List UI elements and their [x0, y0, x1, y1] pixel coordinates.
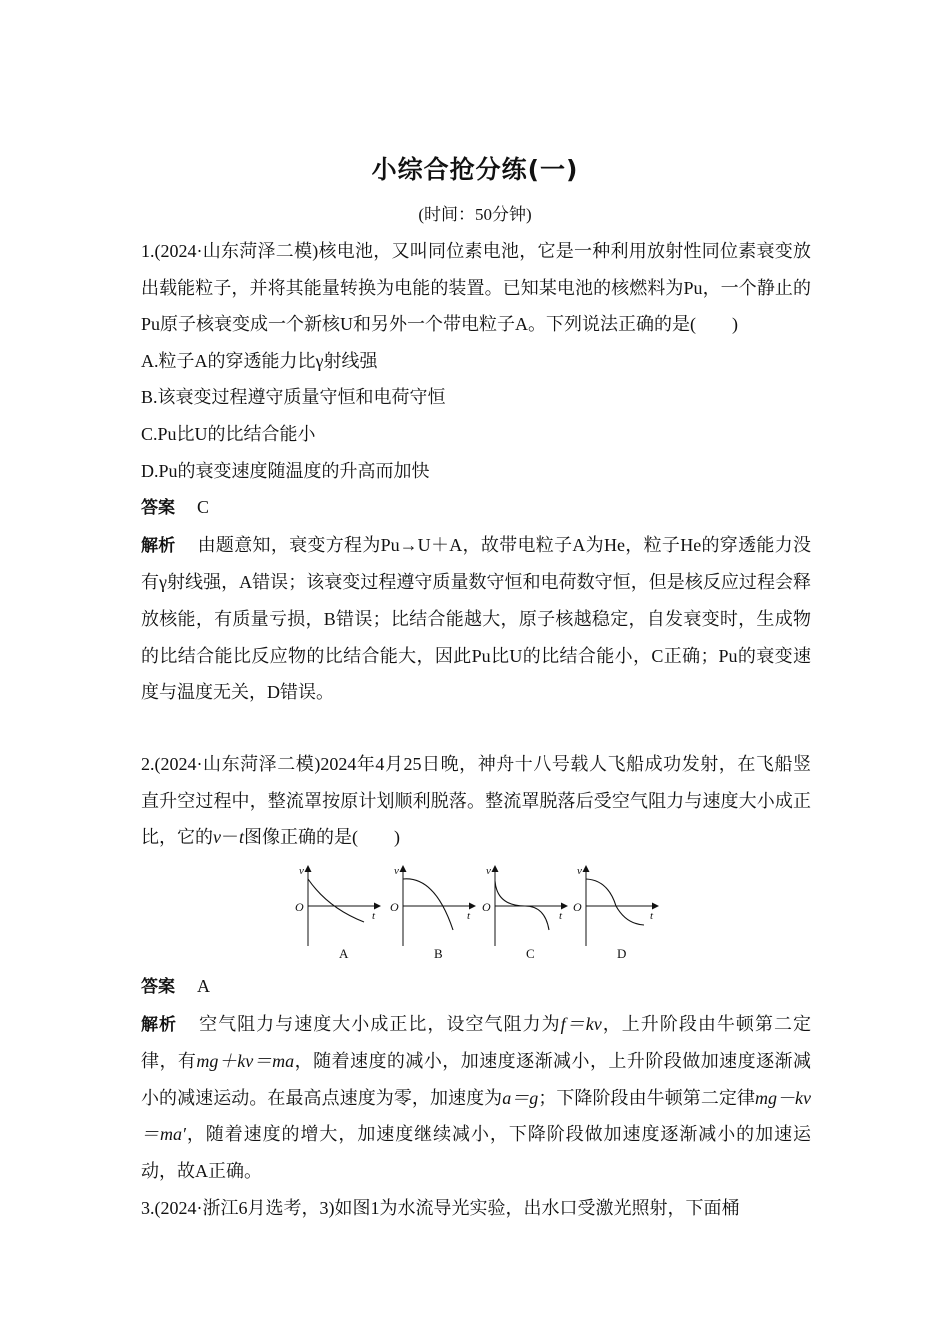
question-2-analysis — [141, 1006, 811, 1190]
question-1-stem: 1.(2024·山东菏泽二模)核电池，又叫同位素电池，它是一种利用放射性同位素衰变放出载能粒子，并将其能量转换为电能的装置。已知某电池的核燃料为Pu，一个静止的Pu原子核衰变成一个新核U和另外一个带电粒子A。下列说法正确的是( ) — [141, 241, 811, 335]
analysis-text-5: ，随着速度的增大，加速度继续减小，下降阶段做加速度逐渐减小的加速运动，故A正确。 — [141, 1124, 812, 1181]
question-1-option-d: D.Pu的衰变速度随温度的升高而加快 — [141, 460, 430, 481]
vt-curve — [308, 879, 364, 922]
answer-label: 答案 — [141, 498, 175, 519]
origin-label: O — [295, 900, 304, 914]
analysis-text-4: ；下降阶段由牛顿第二定律 — [538, 1087, 756, 1108]
question-1-answer — [141, 489, 811, 527]
analysis-label: 解析 — [141, 535, 176, 556]
vt-graphs-figure — [288, 860, 668, 965]
page-title: 小综合抢分练(一) — [371, 155, 579, 184]
stem-text-end: 图像正确的是( ) — [244, 827, 401, 848]
graph-option-label: B — [434, 946, 443, 961]
vt-graph-a — [295, 865, 380, 961]
stem-dash: － — [221, 827, 239, 848]
analysis-text-3: ，随着速度的减小，加速度逐渐减小，上升阶段做加速度逐渐减小的减速运动。在最高点速度为零，加速度为 — [141, 1051, 811, 1108]
time-limit: (时间：50分钟) — [418, 205, 532, 224]
v-axis-label: v — [486, 865, 491, 877]
stem-text: 2.(2024·山东菏泽二模)2024年4月25日晚，神舟十八号载人飞船成功发射，在飞船竖直升空过程中，整流罩按原计划顺利脱落。整流罩脱落后受空气阻力与速度大小成正比，它的 — [141, 754, 811, 848]
answer-value: A — [197, 976, 210, 996]
v-axis-label: v — [394, 865, 399, 877]
question-1-analysis — [141, 527, 811, 711]
question-3-stem: 3.(2024·浙江6月选考，3)如图1为水流导光实验，出水口受激光照射，下面桶 — [141, 1198, 740, 1218]
t-axis-label: t — [650, 910, 654, 922]
vt-curve — [403, 879, 453, 930]
stem-var-t: t — [239, 827, 245, 848]
analysis-text-2: ，上升阶段由牛顿第二定律，有 — [141, 1013, 812, 1072]
equation-drag: f＝kv — [560, 1013, 602, 1034]
vt-curve — [586, 879, 644, 925]
question-1 — [141, 233, 811, 711]
vt-graph-c — [482, 865, 567, 961]
answer-value: C — [197, 497, 210, 518]
graph-option-label: A — [339, 946, 349, 961]
analysis-text-1: 空气阻力与速度大小成正比，设空气阻力为 — [199, 1013, 561, 1034]
t-axis-label: t — [372, 910, 376, 922]
equation-top: a＝g — [502, 1087, 539, 1108]
analysis-text: 由题意知，衰变方程为Pu→U＋A，故带电粒子A为He，粒子He的穿透能力没有γ射线强，A错误；该衰变过程遵守质量数守恒和电荷数守恒，但是核反应过程会释放核能，有质量亏损，B错误；比结合能越大，原子核越稳定，自发衰变时，生成物的比结合能比反应物的比结合能大，因此Pu比U的比结合能小，C正确；Pu的衰变速度与温度无关，D错误。 — [141, 534, 811, 703]
equation-falling: mg－kv＝ma′ — [141, 1087, 812, 1145]
question-3 — [141, 1190, 811, 1227]
analysis-label: 解析 — [141, 1014, 178, 1035]
graph-option-label: C — [526, 946, 535, 961]
vt-graph-b — [390, 865, 475, 961]
vt-graph-d — [573, 865, 658, 961]
t-axis-label: t — [467, 910, 471, 922]
question-2-solution — [141, 968, 811, 1190]
v-axis-label: v — [577, 865, 582, 877]
v-axis-label: v — [299, 865, 304, 877]
graph-option-label: D — [617, 946, 627, 961]
origin-label: O — [573, 900, 582, 914]
question-1-option-b: B.该衰变过程遵守质量守恒和电荷守恒 — [141, 387, 446, 408]
question-1-option-c: C.Pu比U的比结合能小 — [141, 423, 316, 444]
equation-rising: mg＋kv＝ma — [196, 1051, 295, 1072]
stem-var-v: v — [213, 827, 221, 848]
question-2-answer — [141, 968, 811, 1006]
answer-label: 答案 — [141, 977, 175, 997]
origin-label: O — [390, 900, 399, 914]
t-axis-label: t — [559, 910, 563, 922]
graphs-group — [295, 865, 658, 961]
question-1-option-a: A.粒子A的穿透能力比γ射线强 — [141, 350, 378, 371]
origin-label: O — [482, 900, 491, 914]
question-2-stem — [141, 746, 811, 856]
